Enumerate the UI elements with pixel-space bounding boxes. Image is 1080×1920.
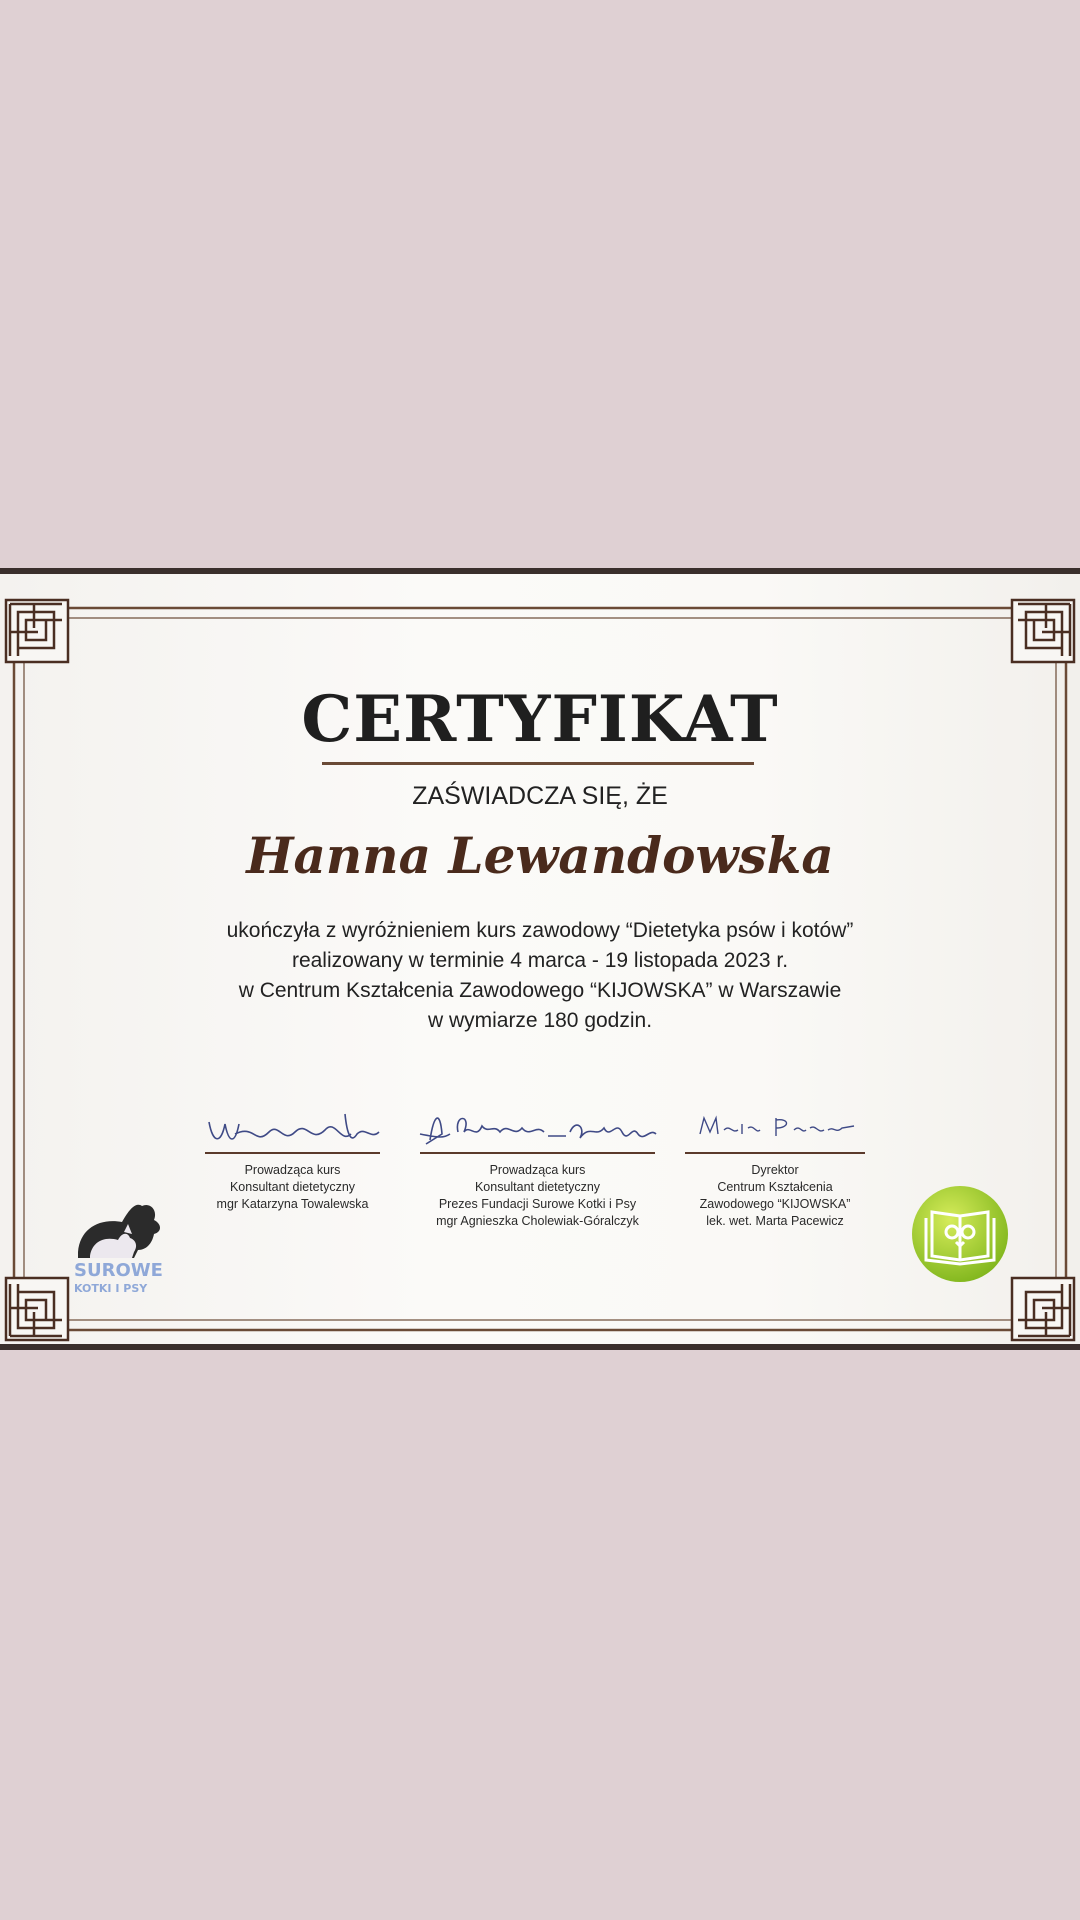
certificate-body <box>0 916 1080 1036</box>
certificate-photo <box>0 568 1080 1350</box>
signature-block-3: Dyrektor Centrum Kształcenia Zawodowego “KIJOWSKA” lek. wet. Marta Pacewicz <box>680 1104 870 1230</box>
title-underline <box>322 762 754 765</box>
signature-1-scribble <box>195 1104 390 1152</box>
certificate-subtitle: ZAŚWIADCZA SIĘ, ŻE <box>412 782 668 810</box>
signature-block-1: Prowadząca kurs Konsultant dietetyczny mgr Katarzyna Towalewska <box>195 1104 390 1213</box>
recipient-name: Hanna Lewandowska <box>246 826 834 885</box>
svg-text:KOTKI I PSY: KOTKI I PSY <box>74 1282 148 1295</box>
signature-3-scribble <box>680 1104 870 1152</box>
cat-dog-logo-icon <box>70 1188 180 1298</box>
certificate-paper <box>0 574 1080 1344</box>
certificate-title: CERTYFIKAT <box>301 682 779 757</box>
body-line: w wymiarze 180 godzin. <box>427 1009 653 1032</box>
signature-block-2: Prowadząca kurs Konsultant dietetyczny Prezes Fundacji Surowe Kotki i Psy mgr Agnieszka Cholewiak-Góralczyk <box>410 1104 665 1230</box>
signature-2-scribble <box>410 1104 665 1152</box>
owl-book-logo-icon <box>910 1184 1010 1284</box>
svg-text:SUROWE: SUROWE <box>74 1260 163 1281</box>
body-line: w Centrum Kształcenia Zawodowego “KIJOWSKA” w Warszawie <box>238 979 842 1002</box>
body-line: ukończyła z wyróżnieniem kurs zawodowy “Dietetyka psów i kotów” <box>226 919 854 942</box>
body-line: realizowany w terminie 4 marca - 19 listopada 2023 r. <box>291 949 789 972</box>
